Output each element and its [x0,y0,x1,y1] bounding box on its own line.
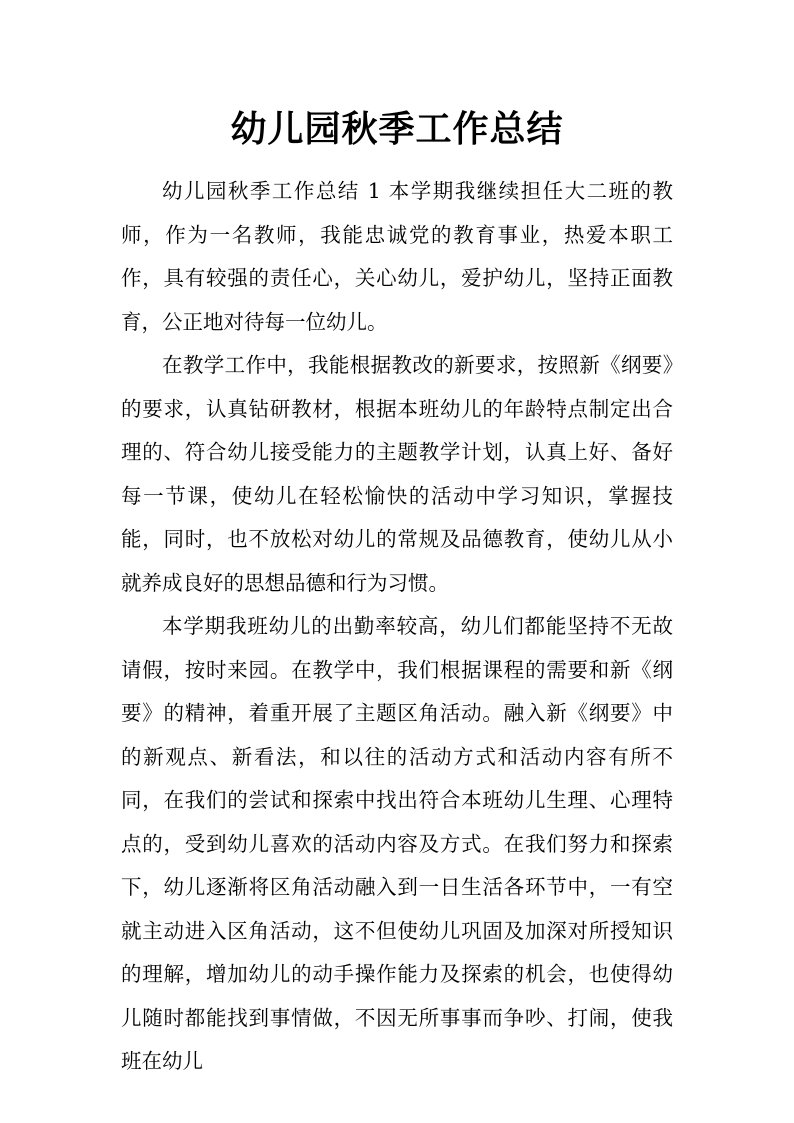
document-body [121,170,673,1084]
paragraph: 本学期我班幼儿的出勤率较高，幼儿们都能坚持不无故请假，按时来园。在教学中，我们根据课程的需要和新《纲要》的精神，着重开展了主题区角活动。融入新《纲要》中的新观点、新看法，和以往的活动方式和活动内容有所不同，在我们的尝试和探索中找出符合本班幼儿生理、心理特点的，受到幼儿喜欢的活动内容及方式。在我们努力和探索下，幼儿逐渐将区角活动融入到一日生活各环节中，一有空就主动进入区角活动，这不但使幼儿巩固及加深对所授知识的理解，增加幼儿的动手操作能力及探索的机会，也使得幼儿随时都能找到事情做，不因无所事事而争吵、打闹，使我班在幼儿 [121,614,673,1073]
paragraph: 在教学工作中，我能根据教改的新要求，按照新《纲要》的要求，认真钻研教材，根据本班幼儿的年龄特点制定出合理的、符合幼儿接受能力的主题教学计划，认真上好、备好每一节课，使幼儿在轻松愉快的活动中学习知识，掌握技能，同时，也不放松对幼儿的常规及品德教育，使幼儿从小就养成良好的思想品德和行为习惯。 [121,353,673,595]
paragraph: 幼儿园秋季工作总结 1 本学期我继续担任大二班的教师，作为一名教师，我能忠诚党的教育事业，热爱本职工作，具有较强的责任心，关心幼儿，爱护幼儿，坚持正面教育，公正地对待每一位幼儿。 [121,179,673,334]
document-title: 幼儿园秋季工作总结 [230,108,564,150]
